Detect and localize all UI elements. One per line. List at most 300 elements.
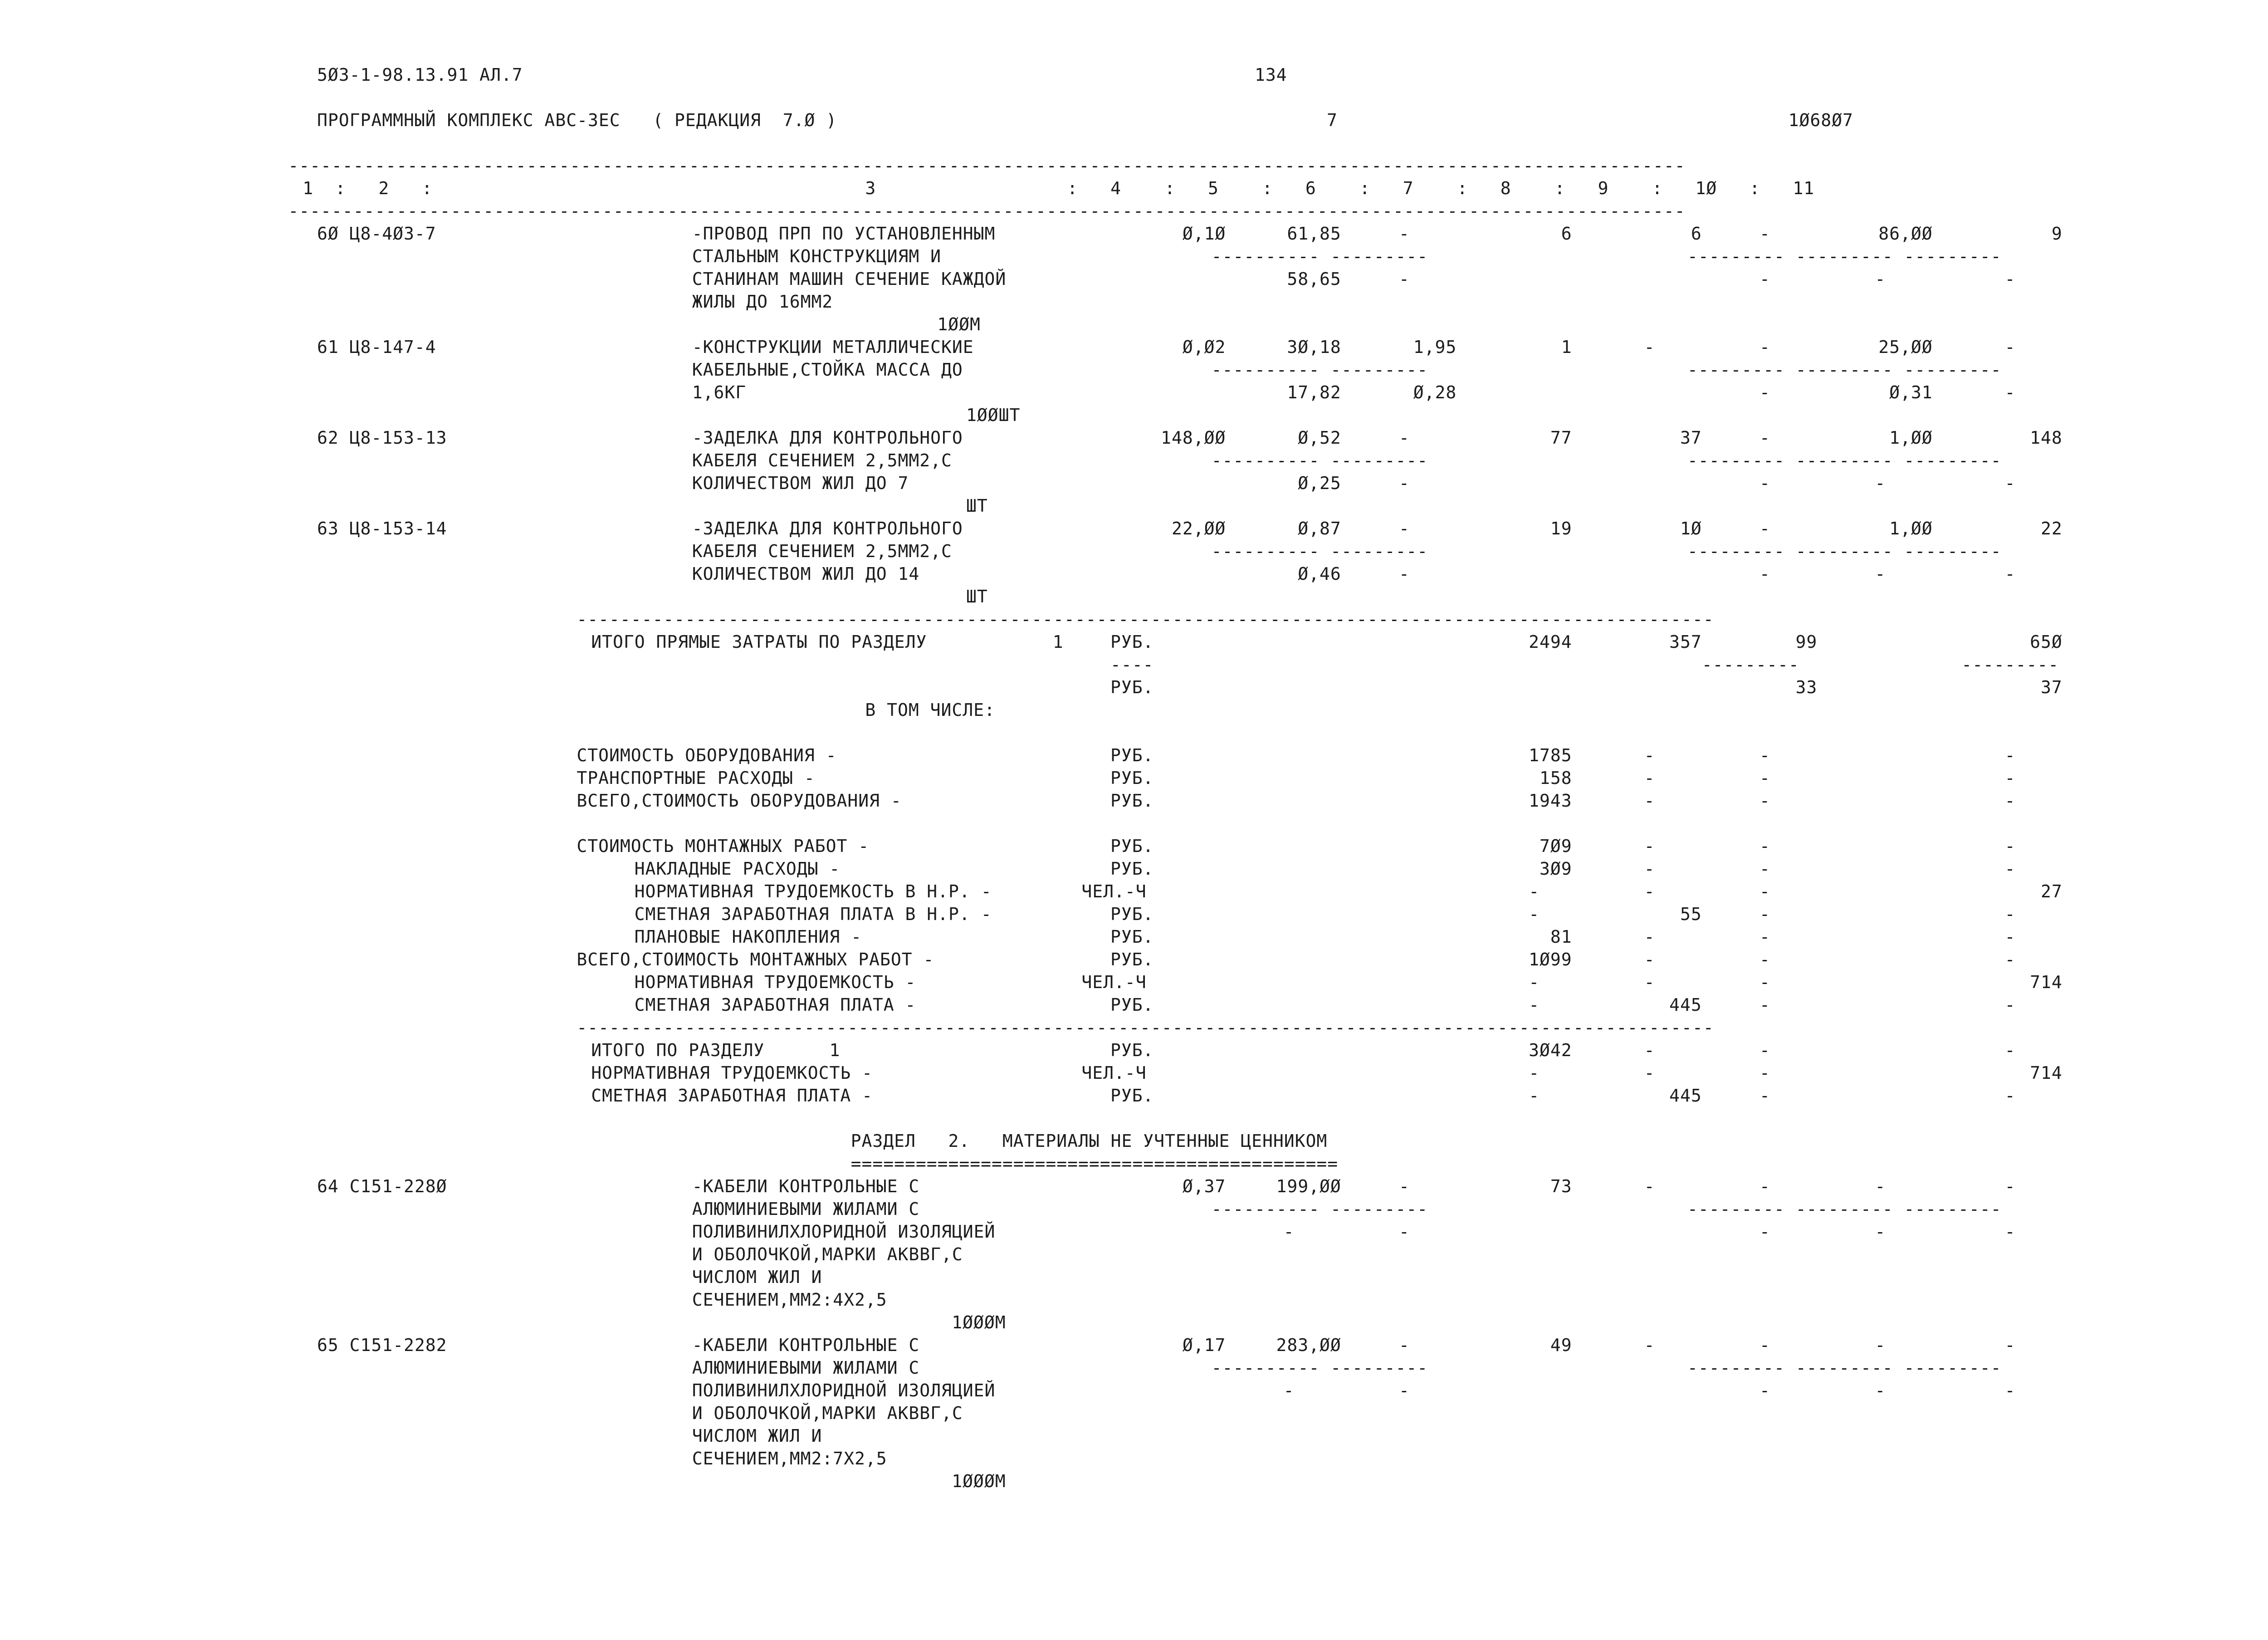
cell-text: 1: [1561, 337, 1572, 357]
separator-rule: -: [1399, 1222, 1410, 1242]
line-item: [0, 1243, 2268, 1266]
separator-rule: -: [1760, 1381, 1770, 1400]
cell-text: 3Ø9: [1539, 859, 1572, 879]
cell-text: 22,ØØ: [1172, 519, 1226, 539]
cell-text: РУБ.: [1110, 791, 1154, 811]
cell-text: 158: [1539, 768, 1572, 788]
line-item: [0, 1379, 2268, 1402]
cell-text: СЕЧЕНИЕМ,ММ2:7Х2,5: [692, 1449, 887, 1469]
separator-rule: -: [1399, 564, 1410, 584]
cell-text: 2494: [1529, 632, 1572, 652]
cell-text: КАБЕЛЯ СЕЧЕНИЕМ 2,5ММ2,С: [692, 450, 952, 470]
line-header: [0, 177, 2268, 200]
separator-rule: -: [1760, 791, 1770, 811]
line-unit: [0, 313, 2268, 336]
cell-text: ИТОГО ПО РАЗДЕЛУ 1: [591, 1040, 841, 1060]
line-summary: [0, 676, 2268, 699]
separator-rule: -: [1644, 881, 1655, 901]
separator-rule: -: [1399, 1381, 1410, 1400]
sheet-number: 7: [1327, 110, 1338, 130]
cell-text: ЖИЛЫ ДО 16ММ2: [692, 292, 833, 312]
separator-rule: -: [2004, 927, 2016, 947]
separator-rule: -: [1644, 950, 1655, 969]
cell-text: 6: [1561, 224, 1572, 244]
cell-text: КАБЕЛЬНЫЕ,СТОЙКА МАССА ДО: [692, 360, 963, 380]
line-item: [0, 245, 2268, 268]
separator-rule: -: [1644, 768, 1655, 788]
cell-text: ЧИСЛОМ ЖИЛ И: [692, 1267, 822, 1287]
line-item: [0, 1425, 2268, 1447]
line-item: [0, 1334, 2268, 1356]
cell-text: НОРМАТИВНАЯ ТРУДОЕМКОСТЬ -: [591, 1063, 873, 1083]
cell-text: 55: [1680, 904, 1702, 924]
cell-text: 1,95: [1413, 337, 1457, 357]
cell-text: 37: [1680, 428, 1702, 448]
separator-rule: ---------------------------------------------------------------------------------------------------------: [577, 609, 1714, 629]
line-item: [0, 1402, 2268, 1425]
separator-rule: ---------- ---------: [1211, 360, 1428, 380]
line-item: [0, 1288, 2268, 1311]
separator-rule: -: [1644, 859, 1655, 879]
cell-text: КОЛИЧЕСТВОМ ЖИЛ ДО 7: [692, 473, 909, 493]
cell-text: 27: [2041, 881, 2063, 901]
separator-rule: -: [1399, 1335, 1410, 1355]
cell-text: РУБ.: [1110, 927, 1154, 947]
cell-text: 1: [1052, 632, 1064, 652]
cell-text: 19: [1550, 519, 1572, 539]
separator-rule: --------- --------- ---------: [1687, 1358, 2002, 1378]
cell-text: ЧЕЛ.-Ч: [1081, 972, 1147, 992]
line-rule: [0, 200, 2268, 222]
line-rule: [0, 154, 2268, 177]
separator-rule: ---------- ---------: [1211, 1358, 1428, 1378]
cell-text: Ø,31: [1889, 382, 1933, 402]
separator-rule: -: [1760, 564, 1770, 584]
separator-rule: -: [2004, 768, 2016, 788]
separator-rule: -: [1875, 1381, 1886, 1400]
separator-rule: ---------------------------------------------------------------------------------------------------------: [577, 1018, 1714, 1038]
cell-text: ЧИСЛОМ ЖИЛ И: [692, 1426, 822, 1446]
separator-rule: -: [2004, 564, 2016, 584]
program-line: ПРОГРАММНЫЙ КОМПЛЕКС АВС-3ЕС ( РЕДАКЦИЯ 7.Ø ): [317, 110, 837, 130]
separator-rule: -: [1760, 927, 1770, 947]
separator-rule: -: [1760, 904, 1770, 924]
separator-rule: -: [2004, 904, 2016, 924]
separator-rule: ---------: [1961, 655, 2059, 675]
cell-text: 3Ø,18: [1287, 337, 1341, 357]
separator-rule: -: [1760, 1335, 1770, 1355]
separator-rule: -: [2004, 1040, 2016, 1060]
cell-text: ВСЕГО,СТОИМОСТЬ МОНТАЖНЫХ РАБОТ -: [577, 950, 934, 969]
separator-rule: ---------- ---------: [1211, 1199, 1428, 1219]
line-item: [0, 358, 2268, 381]
cell-text: РУБ.: [1110, 1040, 1154, 1060]
separator-rule: -: [1760, 1176, 1770, 1196]
separator-rule: -: [2004, 1222, 2016, 1242]
cell-text: Ø,37: [1182, 1176, 1226, 1196]
cell-text: 61 Ц8-147-4: [317, 337, 436, 357]
separator-rule: -: [1760, 995, 1770, 1015]
line-summary: [0, 699, 2268, 721]
line-item: [0, 426, 2268, 449]
line-unit: [0, 1470, 2268, 1493]
cell-text: ВСЕГО,СТОИМОСТЬ ОБОРУДОВАНИЯ -: [577, 791, 902, 811]
cell-text: РАЗДЕЛ 2. МАТЕРИАЛЫ НЕ УЧТЕННЫЕ ЦЕННИКОМ: [850, 1131, 1328, 1151]
cell-text: ПОЛИВИНИЛХЛОРИДНОЙ ИЗОЛЯЦИЕЙ: [692, 1222, 996, 1242]
separator-rule: -: [2004, 1381, 2016, 1400]
page-number: 134: [1255, 65, 1287, 85]
cell-text: СМЕТНАЯ ЗАРАБОТНАЯ ПЛАТА В Н.Р. -: [634, 904, 992, 924]
cell-text: 81: [1550, 927, 1572, 947]
line-item: [0, 381, 2268, 404]
separator-rule: -: [1529, 995, 1540, 1015]
separator-rule: --------- --------- ---------: [1687, 450, 2002, 470]
separator-rule: -: [1529, 881, 1540, 901]
cell-text: 445: [1669, 995, 1702, 1015]
cell-text: 86,ØØ: [1878, 224, 1933, 244]
line-summary: [0, 789, 2268, 812]
cell-text: 37: [2041, 677, 2063, 697]
cell-text: Ø,28: [1413, 382, 1457, 402]
line-item: [0, 1175, 2268, 1198]
separator-rule: -: [2004, 950, 2016, 969]
separator-rule: -: [1644, 972, 1655, 992]
cell-text: 1,ØØ: [1889, 519, 1933, 539]
cell-text: СТОИМОСТЬ ОБОРУДОВАНИЯ -: [577, 745, 837, 765]
cell-text: АЛЮМИНИЕВЫМИ ЖИЛАМИ С: [692, 1199, 920, 1219]
line-unit: [0, 585, 2268, 608]
separator-rule: ---------------------------------------------------------------------------------------------------------------------------------: [288, 156, 1686, 176]
separator-rule: -: [1399, 224, 1410, 244]
cell-text: 49: [1550, 1335, 1572, 1355]
separator-rule: -: [1529, 1063, 1540, 1083]
separator-rule: -: [1399, 428, 1410, 448]
cell-text: РУБ.: [1110, 904, 1154, 924]
cell-text: 6Ø Ц8-4Ø3-7: [317, 224, 436, 244]
cell-text: РУБ.: [1110, 995, 1154, 1015]
line-item: [0, 540, 2268, 563]
cell-text: 17,82: [1287, 382, 1341, 402]
cell-text: 1ØØØМ: [952, 1471, 1006, 1491]
separator-rule: -: [2004, 382, 2016, 402]
cell-text: 148,ØØ: [1161, 428, 1226, 448]
separator-rule: -: [2004, 791, 2016, 811]
separator-rule: -: [2004, 1176, 2016, 1196]
line-item: [0, 336, 2268, 358]
line-item: [0, 449, 2268, 472]
cell-text: 3Ø42: [1529, 1040, 1572, 1060]
cell-text: 199,ØØ: [1276, 1176, 1341, 1196]
line-summary: [0, 857, 2268, 880]
separator-rule: -: [1644, 1063, 1655, 1083]
separator-rule: -: [1760, 473, 1770, 493]
cell-text: СТОИМОСТЬ МОНТАЖНЫХ РАБОТ -: [577, 836, 870, 856]
cell-text: 33: [1795, 677, 1818, 697]
cell-text: РУБ.: [1110, 950, 1154, 969]
line-unit: [0, 494, 2268, 517]
line-summary: [0, 835, 2268, 857]
cell-text: Ø,46: [1298, 564, 1341, 584]
line-unit: [0, 1311, 2268, 1334]
separator-rule: -: [1760, 745, 1770, 765]
separator-rule: ---------: [1701, 655, 1799, 675]
separator-rule: -: [1644, 1176, 1655, 1196]
separator-rule: -: [1760, 1063, 1770, 1083]
cell-text: ШТ: [966, 587, 988, 607]
cell-text: 99: [1795, 632, 1818, 652]
separator-rule: -: [1644, 927, 1655, 947]
separator-rule: -: [2004, 473, 2016, 493]
separator-rule: -: [1283, 1381, 1295, 1400]
cell-text: РУБ.: [1110, 1086, 1154, 1106]
line-summary: [0, 971, 2268, 994]
separator-rule: -: [1760, 428, 1770, 448]
separator-rule: -: [1529, 904, 1540, 924]
cell-text: -ПРОВОД ПРП ПО УСТАНОВЛЕННЫМ: [692, 224, 996, 244]
cell-text: 61,85: [1287, 224, 1341, 244]
cell-text: 714: [2030, 1063, 2063, 1083]
cell-text: 1ØØШТ: [966, 405, 1021, 425]
separator-rule: =============================================: [850, 1154, 1339, 1174]
line-summary: [0, 880, 2268, 903]
cell-text: 445: [1669, 1086, 1702, 1106]
cell-text: И ОБОЛОЧКОЙ,МАРКИ АКВВГ,С: [692, 1403, 963, 1423]
separator-rule: -: [1760, 768, 1770, 788]
separator-rule: -: [1760, 224, 1770, 244]
line-rule: [0, 608, 2268, 631]
separator-rule: -: [1644, 337, 1655, 357]
cell-text: В ТОМ ЧИСЛЕ:: [865, 700, 995, 720]
cell-text: 357: [1669, 632, 1702, 652]
blank-line: [0, 812, 2268, 835]
blank-line: [0, 1107, 2268, 1130]
cell-text: ПЛАНОВЫЕ НАКОПЛЕНИЯ -: [634, 927, 862, 947]
cell-text: -КАБЕЛИ КОНТРОЛЬНЫЕ С: [692, 1335, 920, 1355]
line-item: [0, 517, 2268, 540]
cell-text: 148: [2030, 428, 2063, 448]
separator-rule: -: [1760, 1086, 1770, 1106]
separator-rule: ---------------------------------------------------------------------------------------------------------------------------------: [288, 201, 1686, 221]
separator-rule: -: [1875, 1222, 1886, 1242]
separator-rule: -: [2004, 995, 2016, 1015]
cell-text: 283,ØØ: [1276, 1335, 1341, 1355]
cell-text: СМЕТНАЯ ЗАРАБОТНАЯ ПЛАТА -: [634, 995, 916, 1015]
cell-text: 22: [2041, 519, 2063, 539]
separator-rule: -: [1399, 473, 1410, 493]
cell-text: НАКЛАДНЫЕ РАСХОДЫ -: [634, 859, 841, 879]
cell-text: РУБ.: [1110, 745, 1154, 765]
doc-id: 1Ø68Ø7: [1788, 110, 1853, 130]
cell-text: 1Ø99: [1529, 950, 1572, 969]
line-rule: [0, 1152, 2268, 1175]
line-header: [0, 64, 2268, 86]
line-summary: [0, 767, 2268, 789]
separator-rule: -: [2004, 1086, 2016, 1106]
cell-text: ЧЕЛ.-Ч: [1081, 1063, 1147, 1083]
cell-text: РУБ.: [1110, 632, 1154, 652]
separator-rule: -: [1875, 269, 1886, 289]
line-unit: [0, 404, 2268, 426]
cell-text: НОРМАТИВНАЯ ТРУДОЕМКОСТЬ -: [634, 972, 916, 992]
separator-rule: ---------- ---------: [1211, 541, 1428, 561]
cell-text: Ø,52: [1298, 428, 1341, 448]
cell-text: 77: [1550, 428, 1572, 448]
cell-text: 63 Ц8-153-14: [317, 519, 447, 539]
separator-rule: -: [1760, 519, 1770, 539]
cell-text: 1785: [1529, 745, 1572, 765]
line-summary: [0, 1062, 2268, 1084]
blank-line: [0, 86, 2268, 109]
line-section: [0, 1130, 2268, 1152]
line-summary: [0, 948, 2268, 971]
doc-code: 5Ø3-1-98.13.91 АЛ.7: [317, 65, 523, 85]
line-item: [0, 1220, 2268, 1243]
cell-text: 25,ØØ: [1878, 337, 1933, 357]
cell-text: -КАБЕЛИ КОНТРОЛЬНЫЕ С: [692, 1176, 920, 1196]
separator-rule: -: [1399, 519, 1410, 539]
cell-text: Ø,17: [1182, 1335, 1226, 1355]
line-item: [0, 563, 2268, 585]
cell-text: ИТОГО ПРЯМЫЕ ЗАТРАТЫ ПО РАЗДЕЛУ: [591, 632, 927, 652]
cell-text: СТАНИНАМ МАШИН СЕЧЕНИЕ КАЖДОЙ: [692, 269, 1007, 289]
separator-rule: -: [1283, 1222, 1295, 1242]
separator-rule: -: [1399, 269, 1410, 289]
line-summary: [0, 653, 2268, 676]
cell-text: 6: [1691, 224, 1702, 244]
separator-rule: -: [1760, 1222, 1770, 1242]
cell-text: РУБ.: [1110, 859, 1154, 879]
separator-rule: -: [1760, 337, 1770, 357]
cell-text: И ОБОЛОЧКОЙ,МАРКИ АКВВГ,С: [692, 1244, 963, 1264]
separator-rule: -: [1875, 473, 1886, 493]
separator-rule: -: [1644, 745, 1655, 765]
line-summary: [0, 925, 2268, 948]
separator-rule: -: [1760, 382, 1770, 402]
cell-text: КОЛИЧЕСТВОМ ЖИЛ ДО 14: [692, 564, 920, 584]
cell-text: РУБ.: [1110, 677, 1154, 697]
cell-text: 64 С151-228Ø: [317, 1176, 447, 1196]
line-summary: [0, 994, 2268, 1016]
line-item: [0, 268, 2268, 290]
blank-line: [0, 721, 2268, 744]
cell-text: 1,ØØ: [1889, 428, 1933, 448]
separator-rule: -: [2004, 836, 2016, 856]
cell-text: 1Ø: [1680, 519, 1702, 539]
line-item: [0, 222, 2268, 245]
line-item: [0, 1356, 2268, 1379]
line-summary: [0, 903, 2268, 925]
cell-text: 1ØØØМ: [952, 1312, 1006, 1332]
line-summary: [0, 744, 2268, 767]
cell-text: 1943: [1529, 791, 1572, 811]
separator-rule: --------- --------- ---------: [1687, 1199, 2002, 1219]
cell-text: КАБЕЛЯ СЕЧЕНИЕМ 2,5ММ2,С: [692, 541, 952, 561]
cell-text: АЛЮМИНИЕВЫМИ ЖИЛАМИ С: [692, 1358, 920, 1378]
cell-text: ТРАНСПОРТНЫЕ РАСХОДЫ -: [577, 768, 815, 788]
separator-rule: --------- --------- ---------: [1687, 246, 2002, 266]
line-item: [0, 1447, 2268, 1470]
separator-rule: -: [1644, 1040, 1655, 1060]
separator-rule: -: [1760, 836, 1770, 856]
separator-rule: -: [1760, 972, 1770, 992]
cell-text: -КОНСТРУКЦИИ МЕТАЛЛИЧЕСКИЕ: [692, 337, 974, 357]
cell-text: 714: [2030, 972, 2063, 992]
separator-rule: -: [1644, 1335, 1655, 1355]
separator-rule: -: [2004, 1335, 2016, 1355]
line-header: [0, 109, 2268, 132]
cell-text: 58,65: [1287, 269, 1341, 289]
cell-text: ПОЛИВИНИЛХЛОРИДНОЙ ИЗОЛЯЦИЕЙ: [692, 1381, 996, 1400]
separator-rule: -: [1399, 1176, 1410, 1196]
separator-rule: -: [2004, 337, 2016, 357]
cell-text: Ø,Ø2: [1182, 337, 1226, 357]
separator-rule: ----: [1110, 655, 1154, 675]
cell-text: : 4 : 5 : 6 : 7 : 8 : 9 : 1Ø : 11: [1067, 178, 1815, 198]
separator-rule: --------- --------- ---------: [1687, 541, 2002, 561]
cell-text: 1 : 2 :: [303, 178, 433, 198]
separator-rule: -: [1644, 836, 1655, 856]
separator-rule: -: [1875, 1176, 1886, 1196]
cell-text: СМЕТНАЯ ЗАРАБОТНАЯ ПЛАТА -: [591, 1086, 873, 1106]
line-item: [0, 472, 2268, 494]
cell-text: РУБ.: [1110, 768, 1154, 788]
cell-text: ЧЕЛ.-Ч: [1081, 881, 1147, 901]
separator-rule: ---------- ---------: [1211, 450, 1428, 470]
separator-rule: -: [1760, 950, 1770, 969]
separator-rule: -: [1760, 859, 1770, 879]
separator-rule: -: [1760, 881, 1770, 901]
cell-text: ШТ: [966, 496, 988, 516]
cell-text: Ø,1Ø: [1182, 224, 1226, 244]
separator-rule: -: [1760, 269, 1770, 289]
line-item: [0, 290, 2268, 313]
line-item: [0, 1198, 2268, 1220]
cell-text: 62 Ц8-153-13: [317, 428, 447, 448]
separator-rule: -: [2004, 269, 2016, 289]
line-rule: [0, 1016, 2268, 1039]
cell-text: 1ØØМ: [937, 314, 981, 334]
cell-text: Ø,87: [1298, 519, 1341, 539]
separator-rule: -: [1644, 791, 1655, 811]
cell-text: 65 С151-2282: [317, 1335, 447, 1355]
separator-rule: --------- --------- ---------: [1687, 360, 2002, 380]
cell-text: 9: [2051, 224, 2063, 244]
separator-rule: ---------- ---------: [1211, 246, 1428, 266]
cell-text: 73: [1550, 1176, 1572, 1196]
line-summary: [0, 1084, 2268, 1107]
separator-rule: -: [2004, 745, 2016, 765]
cell-text: СЕЧЕНИЕМ,ММ2:4Х2,5: [692, 1290, 887, 1310]
separator-rule: -: [1875, 1335, 1886, 1355]
cell-text: РУБ.: [1110, 836, 1154, 856]
cell-text: -ЗАДЕЛКА ДЛЯ КОНТРОЛЬНОГО: [692, 519, 963, 539]
cell-text: Ø,25: [1298, 473, 1341, 493]
cell-text: 1,6КГ: [692, 382, 747, 402]
line-summary: [0, 1039, 2268, 1062]
cell-text: НОРМАТИВНАЯ ТРУДОЕМКОСТЬ В Н.Р. -: [634, 881, 992, 901]
line-item: [0, 1266, 2268, 1288]
separator-rule: -: [2004, 859, 2016, 879]
separator-rule: -: [1529, 972, 1540, 992]
separator-rule: -: [1529, 1086, 1540, 1106]
cell-text: 65Ø: [2030, 632, 2063, 652]
cell-text: СТАЛЬНЫМ КОНСТРУКЦИЯМ И: [692, 246, 941, 266]
cell-text: -ЗАДЕЛКА ДЛЯ КОНТРОЛЬНОГО: [692, 428, 963, 448]
separator-rule: -: [1760, 1040, 1770, 1060]
separator-rule: -: [1875, 564, 1886, 584]
cell-text: 7Ø9: [1539, 836, 1572, 856]
cell-text: 3: [865, 178, 876, 198]
